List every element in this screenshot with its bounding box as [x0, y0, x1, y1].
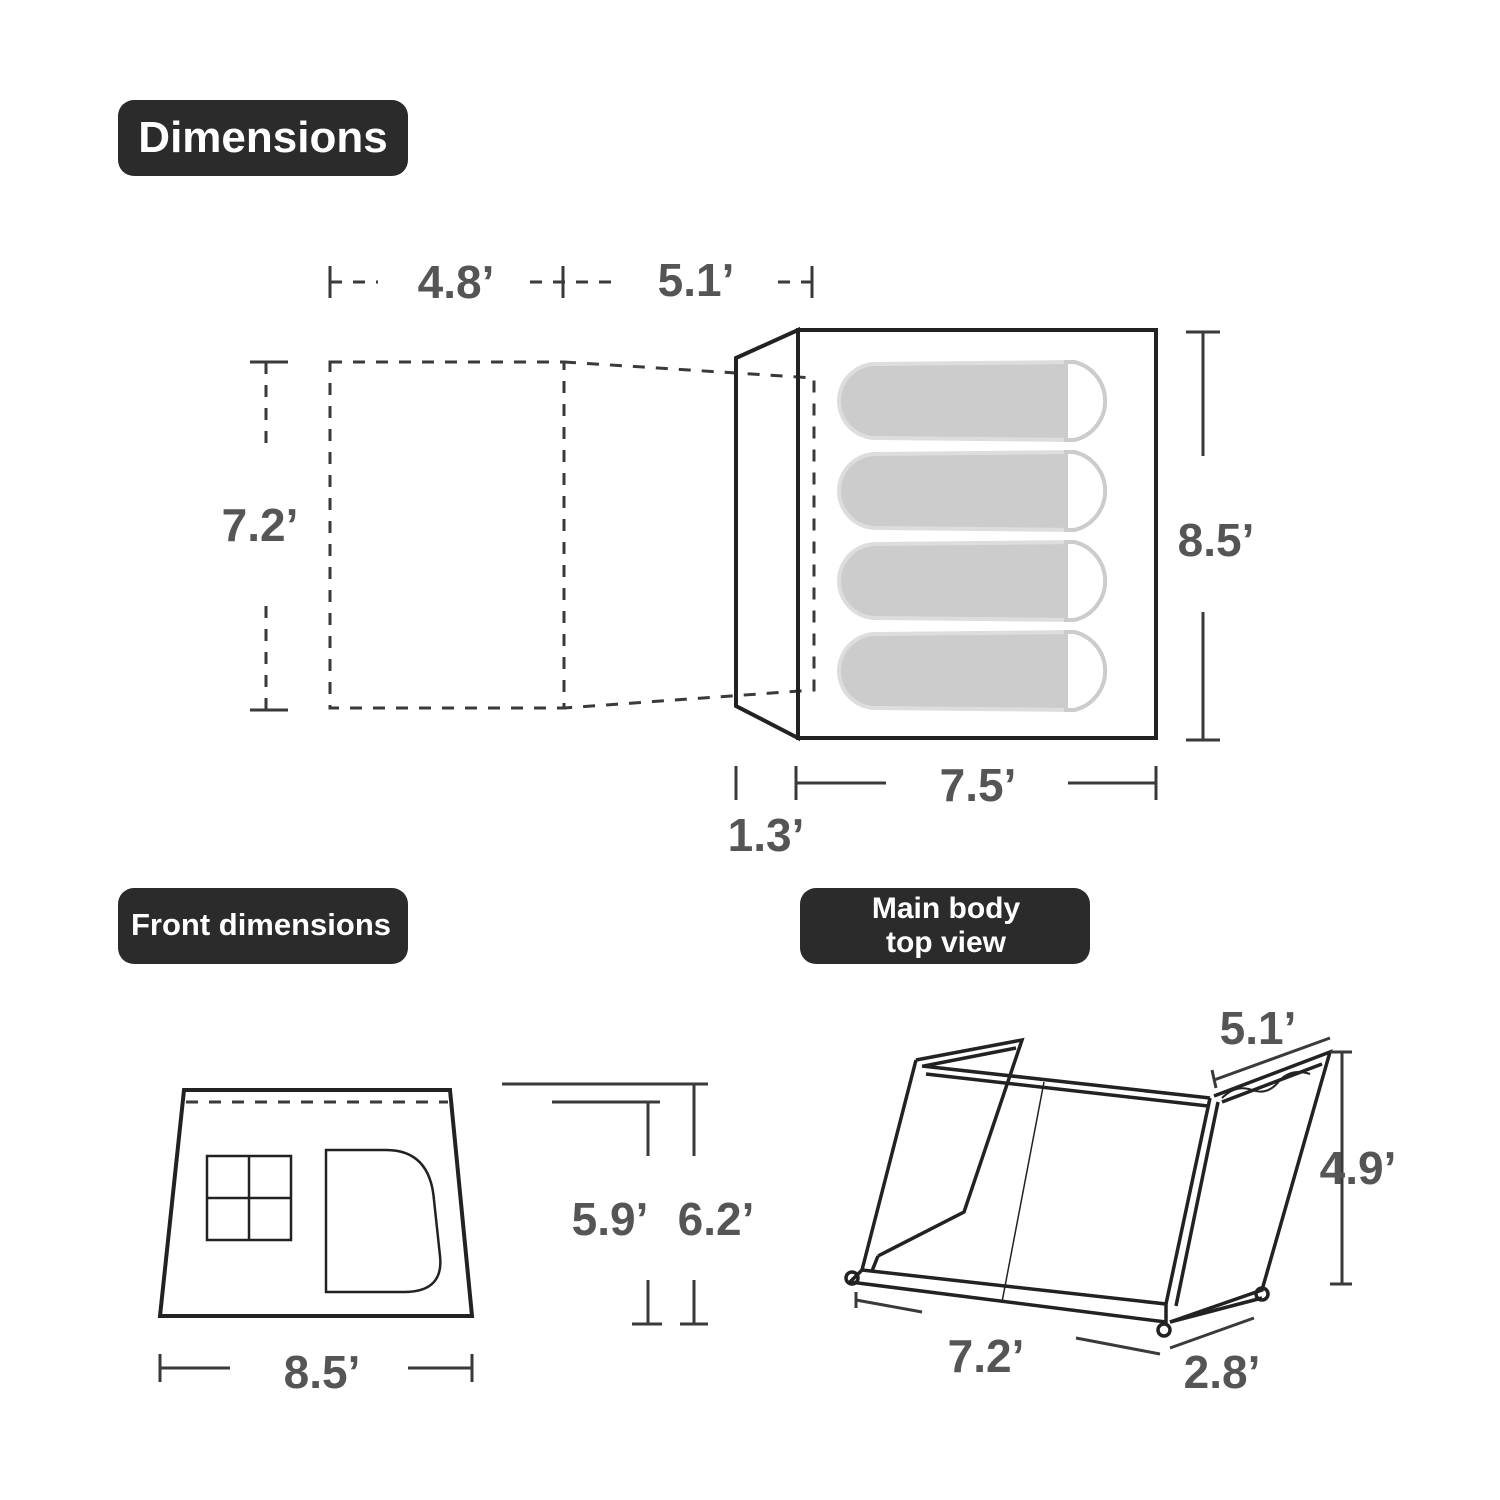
frame-view	[846, 1002, 1396, 1398]
main-body-title-line2: top view	[885, 926, 1007, 959]
window	[207, 1156, 291, 1240]
frame-outline	[846, 1040, 1330, 1336]
front-view	[160, 1084, 754, 1398]
frame-top-depth-label: 5.1’	[1219, 1002, 1297, 1054]
frame-length-label: 7.2’	[947, 1330, 1025, 1382]
awning-footprint	[330, 362, 564, 708]
door-offset-label: 1.3’	[727, 809, 805, 861]
sleeping-pads	[839, 362, 1105, 710]
door-panel	[736, 330, 798, 738]
front-dimensions-title: Front dimensions	[130, 907, 392, 942]
main-body-title-line1: Main body	[871, 892, 1021, 925]
main-body-top-view-badge	[800, 888, 1090, 964]
frame-length-line-right	[1076, 1338, 1160, 1354]
inner-height-label: 5.9’	[571, 1193, 649, 1245]
frame-length-line-left	[856, 1300, 922, 1312]
frame-side-depth-label: 2.8’	[1183, 1346, 1261, 1398]
body-width-label: 8.5’	[1177, 514, 1255, 566]
front-dimensions-badge	[118, 888, 408, 964]
awning-width-label: 7.2’	[221, 499, 299, 551]
vestibule-depth-label: 5.1’	[657, 254, 735, 306]
floor-plan	[222, 254, 1255, 861]
outer-height-label: 6.2’	[677, 1193, 755, 1245]
frame-height-label: 4.9’	[1319, 1142, 1397, 1194]
dimensions-title: Dimensions	[138, 113, 388, 162]
door	[326, 1150, 440, 1292]
dimensions-badge	[118, 100, 408, 176]
awning-depth-label: 4.8’	[417, 256, 495, 308]
front-width-label: 8.5’	[283, 1346, 361, 1398]
frame-side-depth-line	[1170, 1318, 1254, 1348]
body-length-label: 7.5’	[939, 759, 1017, 811]
vestibule-footprint	[564, 362, 814, 708]
top-depth-tick-left	[1212, 1070, 1216, 1088]
